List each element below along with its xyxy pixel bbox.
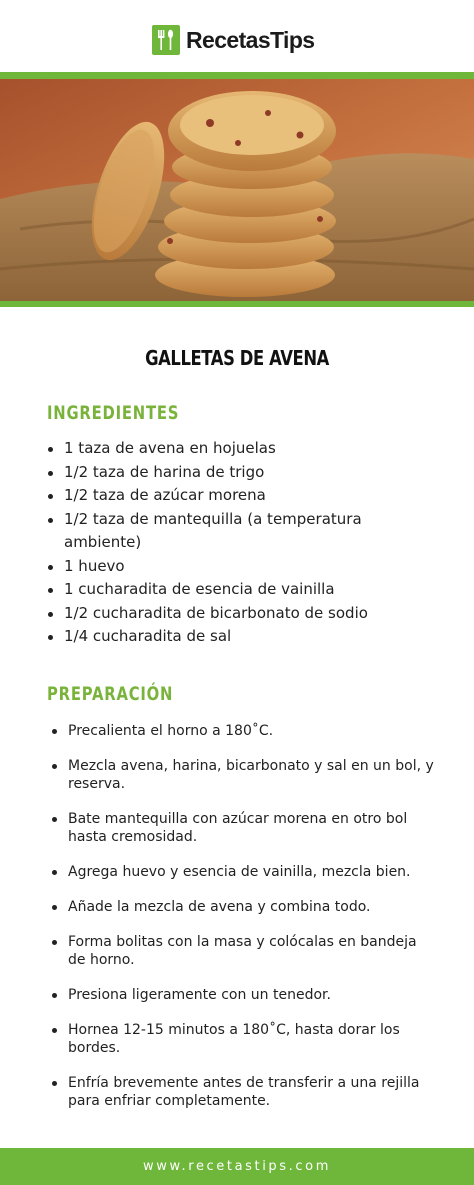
footer-url-link[interactable]: www.recetastips.com [143, 1159, 331, 1174]
list-item: 1/2 cucharadita de bicarbonato de sodio [48, 602, 458, 626]
hero-divider [0, 301, 474, 307]
hero-image [0, 79, 474, 302]
recipe-title: GALLETAS DE AVENA [145, 346, 329, 370]
brand-logo[interactable] [152, 24, 315, 56]
header [0, 0, 474, 72]
list-item: 1 cucharadita de esencia de vainilla [48, 578, 458, 602]
list-item: 1/2 taza de harina de trigo [48, 461, 458, 485]
list-item: 1/2 taza de azúcar morena [48, 484, 458, 508]
brand-name: RecetasTips [186, 26, 315, 53]
step-item: Forma bolitas con la masa y colócalas en bandeja de horno. [52, 933, 437, 969]
ingredients-list [48, 437, 458, 649]
preparation-steps [52, 722, 437, 1127]
list-item: 1/4 cucharadita de sal [48, 625, 458, 649]
step-item: Bate mantequilla con azúcar morena en otro bol hasta cremosidad. [52, 810, 437, 846]
ingredients-heading: INGREDIENTES [47, 402, 180, 424]
step-item: Agrega huevo y esencia de vainilla, mezcla bien. [52, 863, 437, 881]
step-item: Añade la mezcla de avena y combina todo. [52, 898, 437, 916]
step-item: Precalienta el horno a 180˚C. [52, 722, 437, 740]
utensils-icon [152, 25, 180, 55]
step-item: Hornea 12-15 minutos a 180˚C, hasta dorar los bordes. [52, 1021, 437, 1057]
step-item: Enfría brevemente antes de transferir a una rejilla para enfriar completamente. [52, 1074, 437, 1110]
footer [0, 1148, 474, 1185]
header-divider [0, 72, 474, 79]
preparation-heading: PREPARACIÓN [47, 683, 174, 705]
step-item: Presiona ligeramente con un tenedor. [52, 986, 437, 1004]
step-item: Mezcla avena, harina, bicarbonato y sal en un bol, y reserva. [52, 757, 437, 793]
list-item: 1 huevo [48, 555, 458, 579]
list-item: 1/2 taza de mantequilla (a temperatura ambiente) [48, 508, 364, 555]
list-item: 1 taza de avena en hojuelas [48, 437, 458, 461]
